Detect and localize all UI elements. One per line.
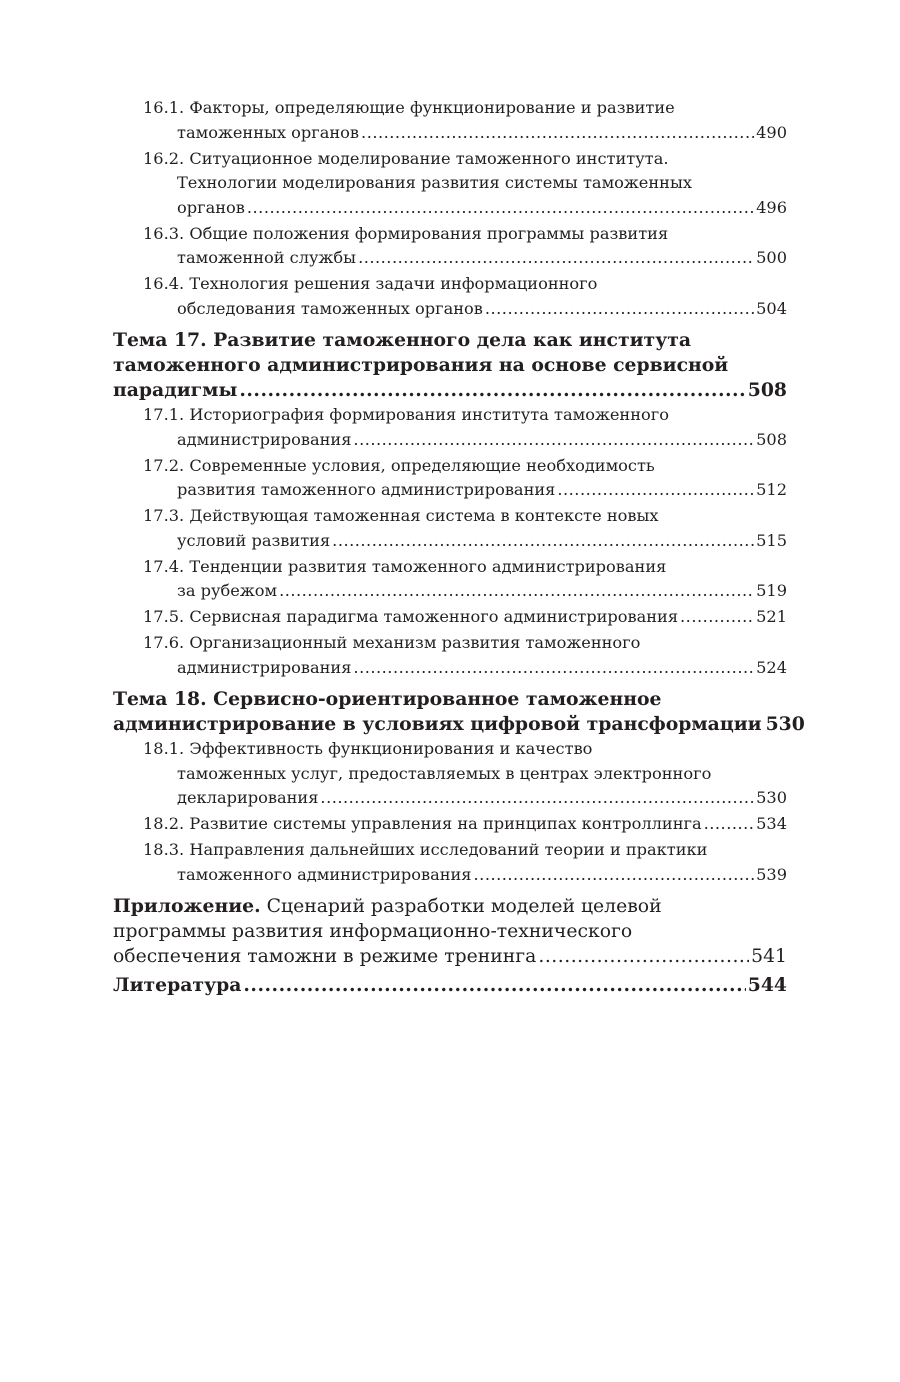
leader-dots: [239, 378, 745, 403]
page-number: 504: [756, 298, 787, 318]
appendix-label: Приложение.: [113, 895, 261, 917]
entry-line: 17.1. Историография формирования института таможенного: [143, 405, 669, 424]
entry-line: 18.1. Эффективность функционирования и качество: [143, 739, 593, 758]
page-number: 544: [747, 974, 787, 996]
page-number: 521: [756, 607, 787, 626]
entry-line: обследования таможенных органов: [177, 298, 483, 318]
topic-line: таможенного администрирования на основе сервисной: [113, 354, 729, 376]
entry-line: условий развития: [177, 530, 331, 550]
toc-topic-18[interactable]: [113, 687, 805, 737]
page-number: 519: [756, 581, 787, 600]
entry-line: 18.2. Развитие системы управления на принципах контроллинга: [143, 814, 702, 833]
page-number: 496: [756, 197, 787, 217]
entry-line: 16.4. Технология решения задачи информационного: [143, 274, 598, 293]
entry-line: 16.1. Факторы, определяющие функционирование и развитие: [143, 98, 675, 117]
leader-dots: [680, 605, 754, 630]
page-number: 508: [756, 429, 787, 449]
leader-dots: [320, 786, 754, 811]
leader-dots: [474, 863, 755, 888]
entry-line: 17.3. Действующая таможенная система в контексте новых: [143, 506, 659, 525]
entry-line: декларирования: [177, 788, 319, 807]
page-number: 508: [747, 379, 787, 401]
leader-dots: [353, 656, 754, 681]
leader-dots: [538, 944, 749, 969]
entry-line: таможенного администрирования: [177, 864, 472, 884]
page-number: 534: [756, 814, 787, 833]
toc-entry-17-3[interactable]: [113, 504, 787, 553]
leader-dots: [361, 121, 754, 146]
entry-line: 17.5. Сервисная парадигма таможенного администрирования: [143, 607, 679, 626]
topic-line: парадигмы: [113, 379, 238, 401]
entry-line: органов: [177, 197, 245, 217]
entry-line: таможенной службы: [177, 248, 357, 267]
leader-dots: [353, 428, 754, 453]
leader-dots: [557, 478, 754, 503]
toc-entry-17-2[interactable]: [113, 454, 787, 503]
toc-entry-17-6[interactable]: [113, 631, 787, 680]
entry-line: администрирования: [177, 429, 352, 449]
page-number: 539: [756, 864, 787, 884]
page-number: 512: [756, 480, 787, 499]
toc-entry-17-1[interactable]: [113, 403, 787, 452]
leader-dots: [358, 246, 754, 271]
entry-line: таможенных услуг, предоставляемых в центрах электронного: [177, 763, 712, 783]
toc-topic-17[interactable]: [113, 328, 787, 403]
entry-line: администрирования: [177, 657, 352, 677]
toc-entry-16-2[interactable]: [113, 147, 787, 221]
page-number: 530: [756, 788, 787, 807]
toc-entry-18-2[interactable]: [113, 812, 787, 837]
entry-line: 16.2. Ситуационное моделирование таможенного института.: [143, 148, 669, 168]
leader-dots: [704, 812, 754, 837]
entry-line: 18.3. Направления дальнейших исследований теории и практики: [143, 840, 708, 859]
page-number: 524: [756, 657, 787, 677]
toc-entry-16-1[interactable]: [113, 96, 787, 145]
leader-dots: [485, 297, 754, 322]
entry-line: за рубежом: [177, 581, 278, 600]
appendix-line: обеспечения таможни в режиме тренинга: [113, 946, 537, 967]
entry-line: развития таможенного администрирования: [177, 480, 556, 499]
toc-entry-16-4[interactable]: [113, 272, 787, 321]
literature-title: Литература: [113, 974, 242, 996]
entry-line: таможенных органов: [177, 122, 360, 142]
toc-entry-17-4[interactable]: [113, 555, 787, 604]
entry-line: 17.6. Организационный механизм развития таможенного: [143, 633, 641, 652]
toc-entry-16-3[interactable]: [113, 222, 787, 271]
table-of-contents: [113, 96, 805, 998]
leader-dots: [279, 579, 754, 604]
page-number: 500: [756, 248, 787, 267]
topic-line: Тема 18. Сервисно-ориентированное таможенное: [113, 688, 662, 710]
toc-entry-18-1[interactable]: [113, 737, 787, 811]
topic-line: администрирование в условиях цифровой трансформации: [113, 713, 762, 735]
page-number: 490: [756, 122, 787, 142]
leader-dots: [332, 529, 754, 554]
appendix-line: Сценарий разработки моделей целевой: [260, 896, 662, 917]
entry-line: 16.3. Общие положения формирования программы развития: [143, 223, 669, 243]
toc-entry-17-5[interactable]: [113, 605, 787, 630]
leader-dots: [243, 973, 745, 998]
toc-entry-18-3[interactable]: [113, 838, 787, 887]
topic-line: Тема 17. Развитие таможенного дела как института: [113, 329, 692, 351]
entry-line: 17.2. Современные условия, определяющие необходимость: [143, 455, 655, 475]
entry-line: 17.4. Тенденции развития таможенного администрирования: [143, 556, 667, 576]
entry-line: Технологии моделирования развития системы таможенных: [177, 173, 692, 192]
toc-appendix[interactable]: [113, 894, 787, 969]
page-number: 541: [751, 946, 787, 967]
toc-literature[interactable]: [113, 973, 787, 998]
page-number: 530: [765, 713, 805, 735]
page-number: 515: [756, 530, 787, 550]
leader-dots: [247, 196, 754, 221]
appendix-line: программы развития информационно-технического: [113, 921, 633, 942]
